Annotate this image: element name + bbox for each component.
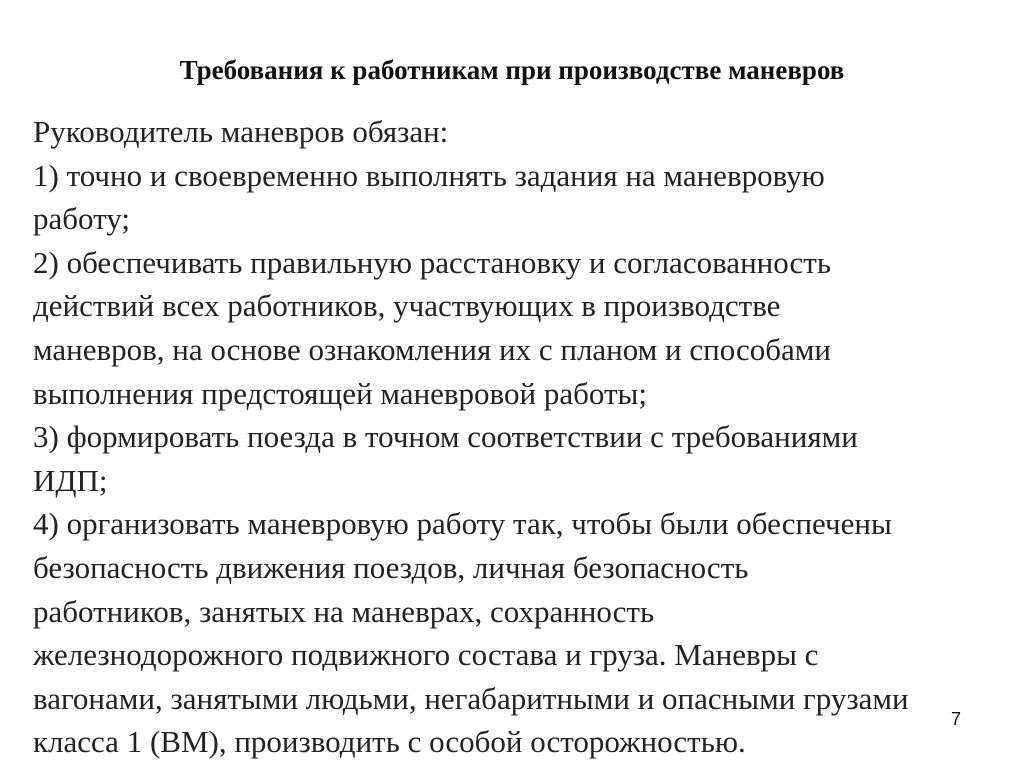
body-line-item-2-cont: маневров, на основе ознакомления их с планом и способами <box>33 331 831 367</box>
body-line-item-4-cont: работников, занятых на маневрах, сохранность <box>33 593 655 629</box>
body-line-item-2: 2) обеспечивать правильную расстановку и согласованность <box>33 244 831 280</box>
body-line-item-4-cont: безопасность движения поездов, личная безопасность <box>33 549 749 585</box>
body-line-item-4: 4) организовать маневровую работу так, чтобы были обеспечены <box>33 506 892 542</box>
body-line-item-2-cont: действий всех работников, участвующих в производстве <box>33 288 781 324</box>
body-line-item-3: 3) формировать поезда в точном соответствии с требованиями <box>33 419 858 455</box>
body-line-item-4-cont: железнодорожного подвижного состава и груза. Маневры с <box>33 637 819 673</box>
body-line-item-3-cont: ИДП; <box>33 462 108 498</box>
body-line-item-1: 1) точно и своевременно выполнять задания на маневровую <box>33 157 825 193</box>
body-line-item-2-cont: выполнения предстоящей маневровой работы; <box>33 375 647 411</box>
body-line-item-4-cont: класса 1 (ВМ), производить с особой осторожностью. <box>33 724 746 760</box>
body-line-item-4-cont: вагонами, занятыми людьми, негабаритными и опасными грузами <box>33 680 909 716</box>
body-line-item-1-cont: работу; <box>33 201 130 237</box>
slide-body <box>33 110 1008 764</box>
page-number: 7 <box>951 709 962 729</box>
slide-title: Требования к работникам при производстве маневров <box>179 55 845 85</box>
body-line-intro: Руководитель маневров обязан: <box>33 114 449 149</box>
